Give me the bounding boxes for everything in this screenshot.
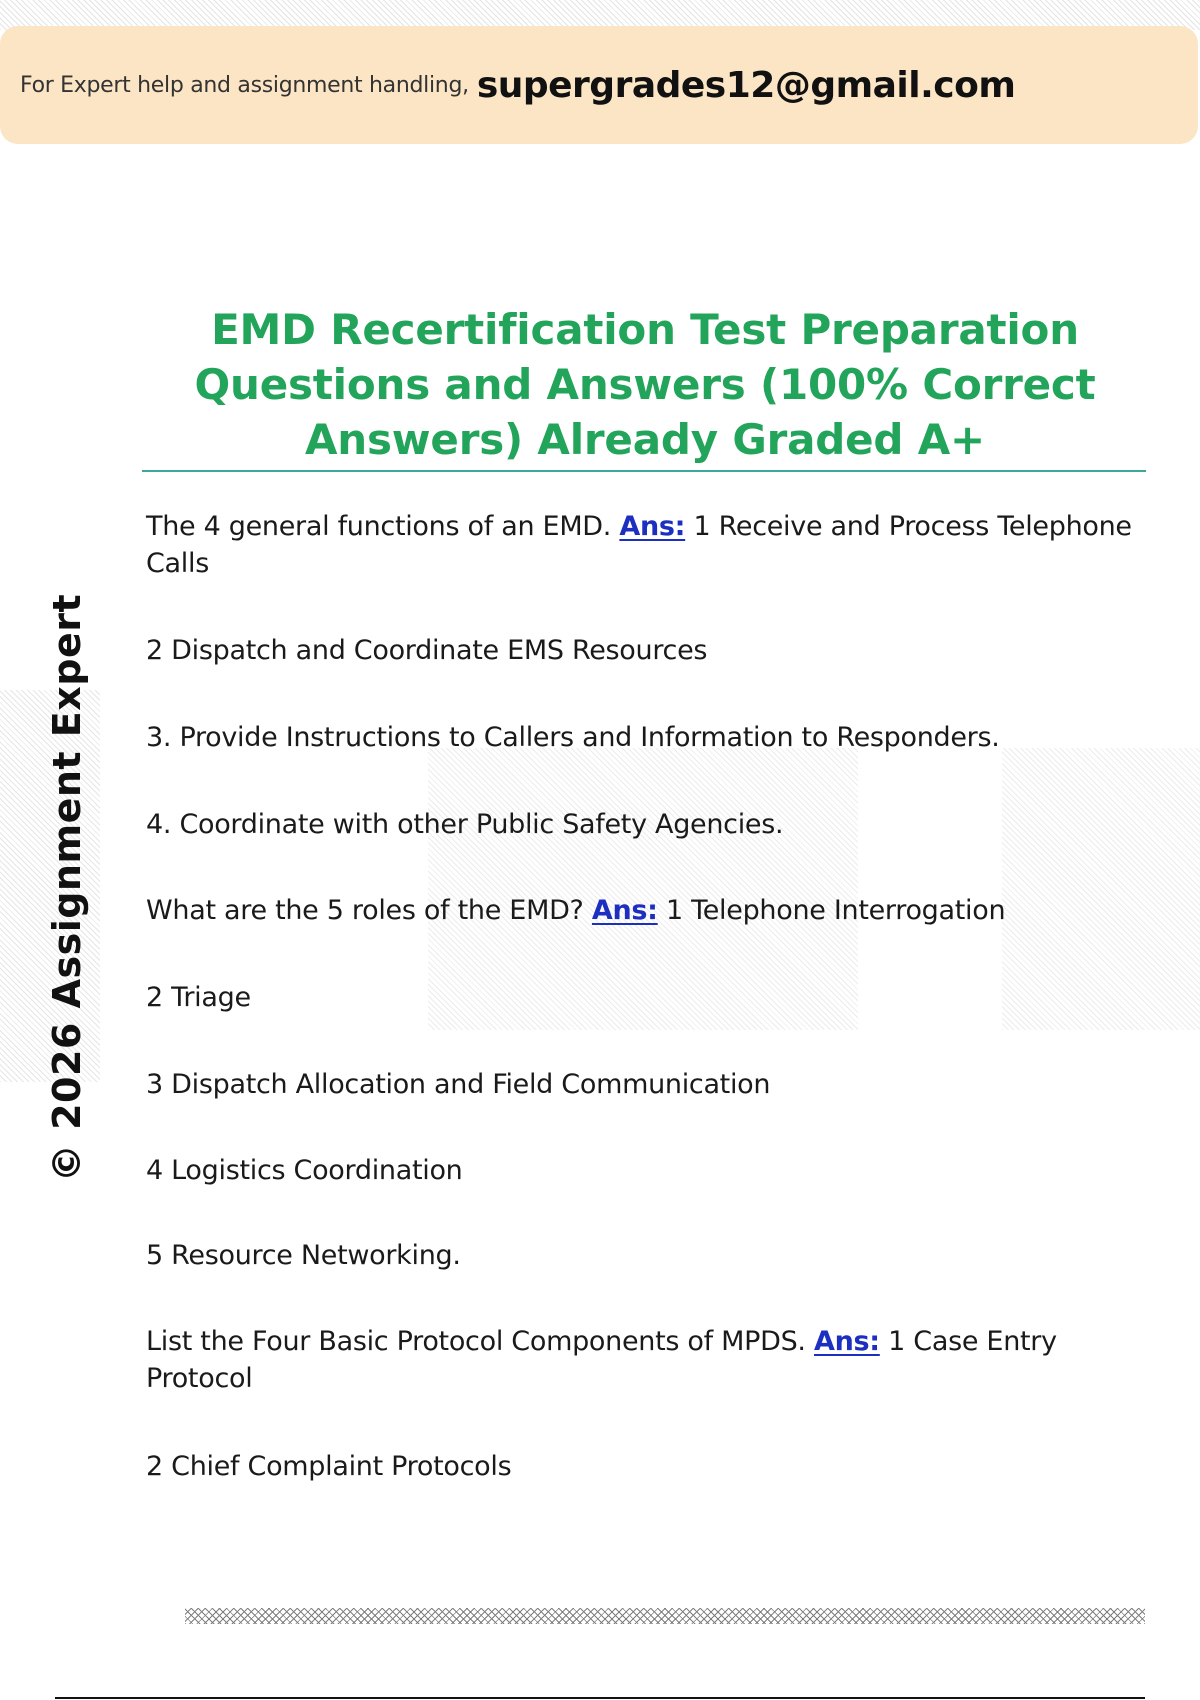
- qa-item-general-functions: [146, 508, 1136, 582]
- answer-label: Ans:: [814, 1326, 880, 1357]
- answer-text: 1 Case Entry Protocol: [146, 1326, 1057, 1394]
- answer-line: 5 Resource Networking.: [146, 1240, 461, 1271]
- banner-email[interactable]: supergrades12@gmail.com: [476, 64, 1016, 106]
- question-text: The 4 general functions of an EMD.: [146, 511, 612, 542]
- answer-label: Ans:: [591, 895, 658, 926]
- question-text: List the Four Basic Protocol Components of MPDS.: [146, 1326, 806, 1357]
- page-bottom-rule: [55, 1697, 1145, 1699]
- question-text: What are the 5 roles of the EMD?: [146, 895, 584, 926]
- bottom-decorative-border: [185, 1608, 1145, 1624]
- answer-line: 3. Provide Instructions to Callers and Information to Responders.: [146, 722, 1000, 753]
- answer-line: 4. Coordinate with other Public Safety Agencies.: [146, 809, 784, 840]
- answer-line: 2 Chief Complaint Protocols: [146, 1451, 512, 1482]
- document-title: EMD Recertification Test Preparation Questions and Answers (100% Correct Answers) Already Graded A+: [194, 305, 1096, 464]
- answer-text: 1 Receive and Process Telephone Calls: [146, 511, 1132, 579]
- copyright-watermark: © 2026 Assignment Expert: [45, 593, 89, 1183]
- answer-line: 4 Logistics Coordination: [146, 1155, 463, 1186]
- answer-line: 3 Dispatch Allocation and Field Communication: [146, 1069, 771, 1100]
- qa-item-mpds-components: [146, 1323, 1136, 1397]
- banner-text: For Expert help and assignment handling,: [20, 72, 469, 98]
- qa-item-emd-roles: [146, 892, 1136, 929]
- contact-banner: [0, 26, 1198, 144]
- title-divider: [142, 470, 1146, 472]
- answer-line: 2 Triage: [146, 982, 251, 1013]
- answer-label: Ans:: [619, 511, 686, 542]
- answer-text: 1 Telephone Interrogation: [665, 895, 1006, 926]
- answer-line: 2 Dispatch and Coordinate EMS Resources: [146, 635, 708, 666]
